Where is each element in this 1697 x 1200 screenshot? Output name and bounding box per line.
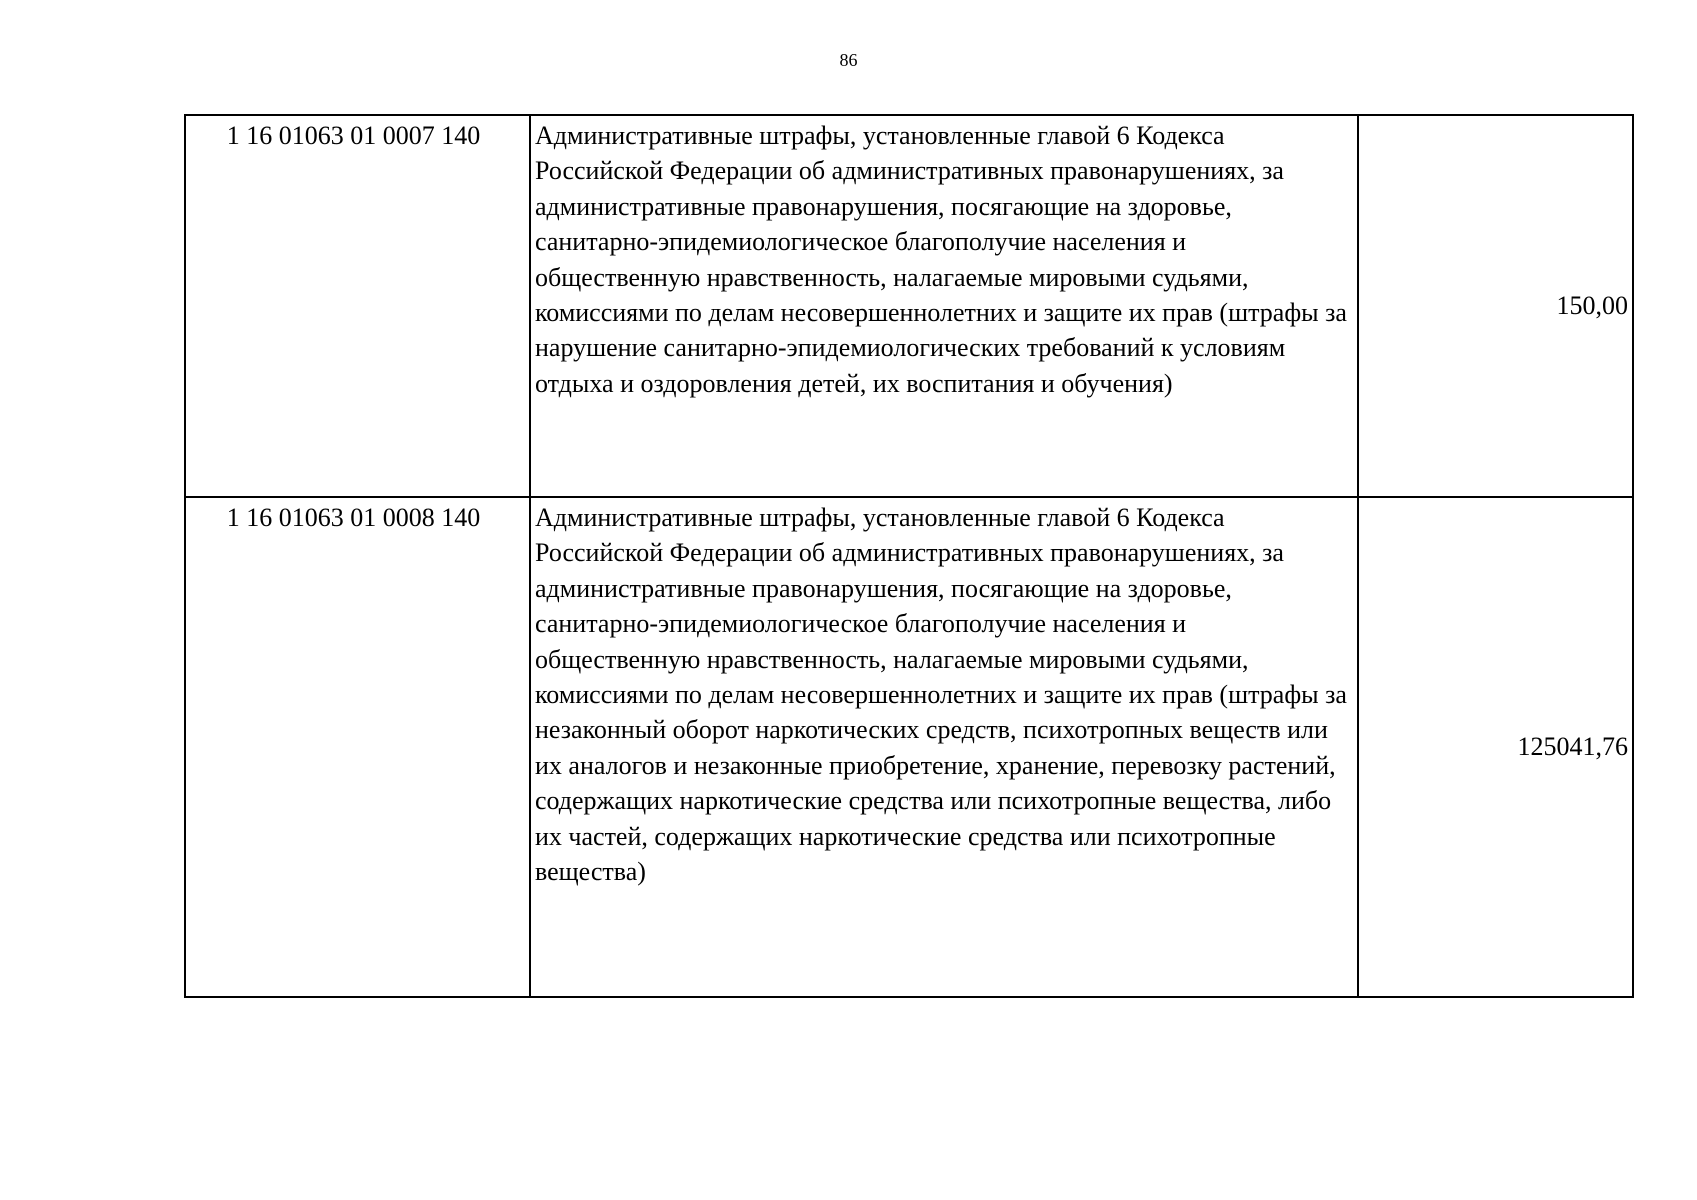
- amount-cell: 125041,76: [1358, 497, 1633, 997]
- budget-code-cell: 1 16 01063 01 0007 140: [185, 115, 530, 497]
- page-number: 86: [839, 50, 858, 70]
- description-cell: Административные штрафы, установленные главой 6 Кодекса Российской Федерации об административных правонарушениях, за административные правонарушения, посягающие на здоровье, санитарно-эпидемиологическое благополучие населения и общественную нравственность, налагаемые мировыми судьями, комиссиями по делам несовершеннолетних и защите их прав (штрафы за нарушение санитарно-эпидемиологических требований к условиям отдыха и оздоровления детей, их воспитания и обучения): [530, 115, 1358, 497]
- table-row: [185, 497, 1633, 997]
- budget-code-cell: 1 16 01063 01 0008 140: [185, 497, 530, 997]
- table-row: [185, 115, 1633, 497]
- description-cell: Административные штрафы, установленные главой 6 Кодекса Российской Федерации об административных правонарушениях, за административные правонарушения, посягающие на здоровье, санитарно-эпидемиологическое благополучие населения и общественную нравственность, налагаемые мировыми судьями, комиссиями по делам несовершеннолетних и защите их прав (штрафы за незаконный оборот наркотических средств, психотропных веществ или их аналогов и незаконные приобретение, хранение, перевозку растений, содержащих наркотические средства или психотропные вещества, либо их частей, содержащих наркотические средства или психотропные вещества): [530, 497, 1358, 997]
- amount-cell: 150,00: [1358, 115, 1633, 497]
- revenue-table: [184, 114, 1634, 998]
